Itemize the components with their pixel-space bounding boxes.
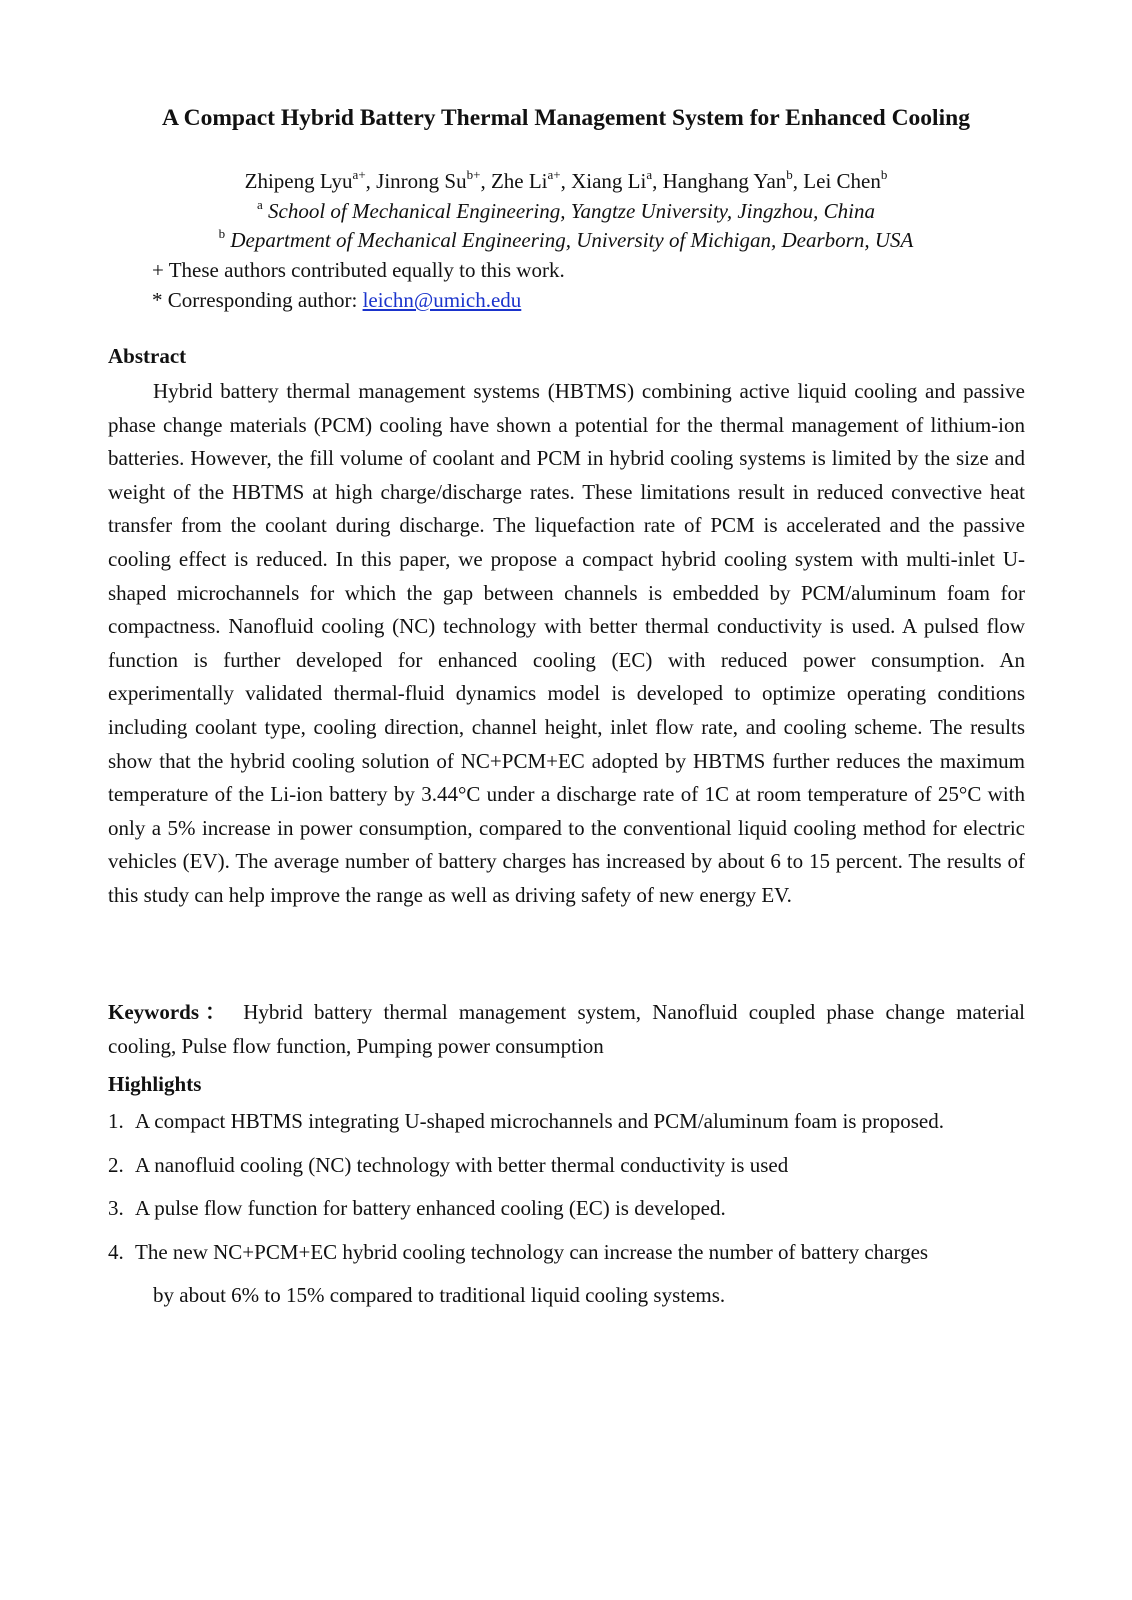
keywords-section [108,996,1025,1063]
highlight-text: The new NC+PCM+EC hybrid cooling technology can increase the number of battery charges [135,1240,929,1264]
paper-title: A Compact Hybrid Battery Thermal Management System for Enhanced Cooling [162,105,970,131]
keywords-text: Hybrid battery thermal management system, Nanofluid coupled phase change material cooling, Pulse flow function, Pumping power consumption [108,1000,1025,1058]
author-name: Zhipeng Lyu [244,169,353,193]
highlights-heading: Highlights [108,1072,202,1096]
highlight-number: 3. [108,1196,124,1220]
highlight-continuation: by about 6% to 15% compared to traditional liquid cooling systems. [153,1283,726,1307]
author-affiliation-mark: b+ [466,167,481,182]
corresponding-author-note [152,286,521,314]
affiliation-b [0,226,1132,254]
highlight-text: A nanofluid cooling (NC) technology with better thermal conductivity is used [135,1153,789,1177]
keywords-label: Keywords： [108,1000,232,1024]
author-name: Xiang Li [571,169,647,193]
corresponding-author-label: * Corresponding author: [152,288,363,312]
highlight-item [108,1151,788,1179]
author-affiliation-mark: b [880,167,888,182]
abstract-text: Hybrid battery thermal management systems (HBTMS) combining active liquid cooling and passive phase change materials (PCM) cooling have shown a potential for the thermal management of lithium-ion batteries. However, the fill volume of coolant and PCM in hybrid cooling systems is limited by the size and weight of the HBTMS at high charge/discharge rates. These limitations result in reduced convective heat transfer from the coolant during discharge. The liquefaction rate of PCM is accelerated and the passive cooling effect is reduced. In this paper, we propose a compact hybrid cooling system with multi-inlet U-shaped microchannels for which the gap between channels is embedded by PCM/aluminum foam for compactness. Nanofluid cooling (NC) technology with better thermal conductivity is used. A pulsed flow function is further developed for enhanced cooling (EC) with reduced power consumption. An experimentally validated thermal-fluid dynamics model is developed to optimize operating conditions including coolant type, cooling direction, channel height, inlet flow rate, and cooling scheme. The results show that the hybrid cooling solution of NC+PCM+EC adopted by HBTMS further reduces the maximum temperature of the Li-ion battery by 3.44°C under a discharge rate of 1C at room temperature of 25°C with only a 5% increase in power consumption, compared to the conventional liquid cooling method for electric vehicles (EV). The average number of battery charges has increased by about 6 to 15 percent. The results of this study can help improve the range as well as driving safety of new energy EV. [108,379,1025,907]
affiliation-mark: b [218,226,226,241]
affiliation-mark: a [256,197,263,212]
affiliation-a [0,197,1132,225]
highlight-number: 2. [108,1153,124,1177]
author-name: Zhe Li [490,169,548,193]
highlight-text: A pulse flow function for battery enhanced cooling (EC) is developed. [135,1196,726,1220]
highlight-number: 4. [108,1240,124,1264]
highlight-item [108,1107,944,1135]
affiliation-text: School of Mechanical Engineering, Yangtze University, Jingzhou, China [268,199,876,223]
highlight-item [108,1238,928,1266]
author-name: Lei Chen [803,169,881,193]
author-affiliation-mark: a+ [547,167,561,182]
abstract-heading: Abstract [108,344,187,368]
corresponding-email-link[interactable]: leichn@umich.edu [362,288,522,312]
highlight-text: A compact HBTMS integrating U-shaped microchannels and PCM/aluminum foam is proposed. [135,1109,944,1133]
author-affiliation-mark: b [786,167,793,182]
highlight-item [108,1194,726,1222]
author-name: Jinrong Su [376,169,467,193]
highlight-number: 1. [108,1109,124,1133]
author-affiliation-mark: a+ [352,167,366,182]
author-affiliation-mark: a [646,167,653,182]
affiliation-text: Department of Mechanical Engineering, University of Michigan, Dearborn, USA [230,228,914,252]
equal-contribution-note: + These authors contributed equally to this work. [152,258,565,282]
author-list: Zhipeng Lyu$^{a+}$, Jinrong $Su^{b+}$, Zhe $Li^{a+}$, Xiang Li$^a$, Hanghang Yan$^b$, Lei Chen$^b$ [244,167,888,193]
author-name: Hanghang Yan [662,169,787,193]
